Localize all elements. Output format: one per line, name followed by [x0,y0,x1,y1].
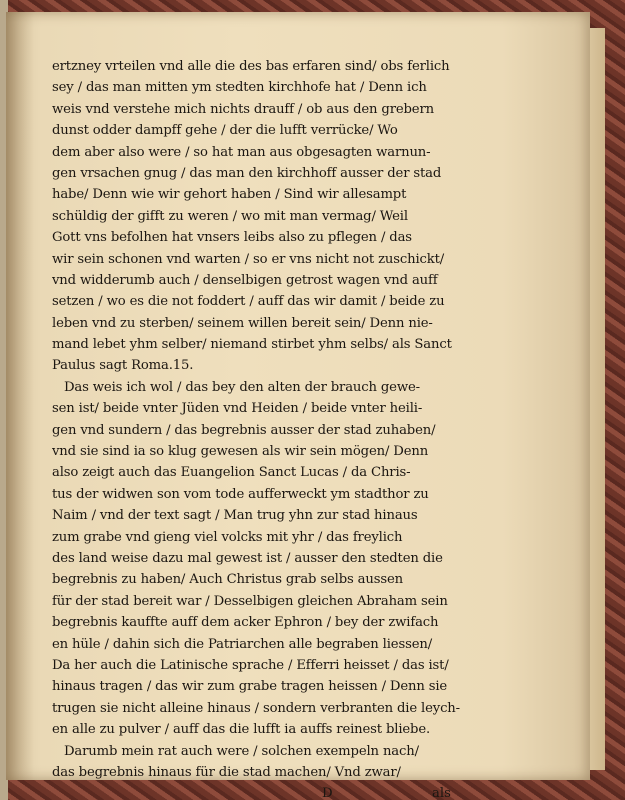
text-line: tus der widwen son vom tode aufferweckt ym stadthor zu [52,486,429,502]
text-line: weis vnd verstehe mich nichts drauff / ob aus den grebern [52,101,434,117]
text-line: ertzney vrteilen vnd alle die des bas erfaren sind/ obs ferlich [52,59,450,74]
text-block [52,56,560,800]
text-line: dem aber also were / so hat man aus obgesagten warnun- [52,144,431,160]
text-line: Da her auch die Latinische sprache / Efferri heisset / das ist/ [52,657,449,673]
text-line: schüldig der gifft zu weren / wo mit man vermag/ Weil [52,208,408,224]
text-line: gen vrsachen gnug / das man den kirchhoff ausser der stad [52,165,442,181]
text-line: begrebnis zu haben/ Auch Christus grab selbs aussen [52,572,403,588]
text-line: Gott vns befolhen hat vnsers leibs also zu pflegen / das [52,230,412,246]
text-line: mand lebet yhm selber/ niemand stirbet yhm selbs/ als Sanct [52,337,452,353]
text-line: setzen / wo es die not foddert / auff das wir damit / beide zu [52,294,445,310]
text-line: hinaus tragen / das wir zum grabe tragen heissen / Denn sie [52,679,448,695]
text-line: vnd sie sind ia so klug gewesen als wir sein mögen/ Denn [52,444,429,460]
text-line: Darumb mein rat auch were / solchen exempeln nach/ [64,743,419,759]
book-page [6,12,590,800]
text-line: Naim / vnd der text sagt / Man trug yhn zur stad hinaus [52,508,418,524]
text-line: wir sein schonen vnd warten / so er vns nicht not zuschickt/ [52,251,445,267]
text-line: begrebnis kauffte auff dem acker Ephron / bey der zwifach [52,615,439,631]
text-line: habe/ Denn wie wir gehort haben / Sind wir allesampt [52,187,407,203]
text-line: Paulus sagt Roma.15. [52,358,194,374]
text-line: en alle zu pulver / auff das die lufft ia auffs reinest bliebe. [52,722,431,738]
text-line: vnd widderumb auch / denselbigen getrost wagen vnd auff [52,272,438,288]
text-line: sen ist/ beide vnter Jüden vnd Heiden / beide vnter heili- [52,401,423,417]
text-line: für der stad bereit war / Desselbigen gleichen Abraham sein [52,593,448,609]
text-line: Das weis ich wol / das bey den alten der brauch gewe- [64,379,420,395]
page-gutter [6,12,34,780]
text-line: das begrebnis hinaus für die stad machen/ Vnd zwar/ [52,764,401,780]
text-line: also zeigt auch das Euangelion Sanct Lucas / da Chris- [52,465,411,481]
text-line: en hüle / dahin sich die Patriarchen alle begraben liessen/ [52,636,432,652]
text-line: des land weise dazu mal gewest ist / ausser den stedten die [52,550,443,566]
text-line: zum grabe vnd gieng viel volcks mit yhr / das freylich [52,529,403,545]
signature-line [52,783,560,800]
text-line: gen vnd sundern / das begrebnis ausser der stad zuhaben/ [52,422,436,438]
signature-mark: D [322,786,333,800]
text-line: sey / das man mitten ym stedten kirchhofe hat / Denn ich [52,80,427,96]
text-line: leben vnd zu sterben/ seinem willen bereit sein/ Denn nie- [52,315,433,331]
text-line: dunst odder dampff gehe / der die lufft verrücke/ Wo [52,123,398,139]
text-line: trugen sie nicht alleine hinaus / sondern verbranten die leych- [52,700,460,716]
catchword: als [432,786,451,800]
